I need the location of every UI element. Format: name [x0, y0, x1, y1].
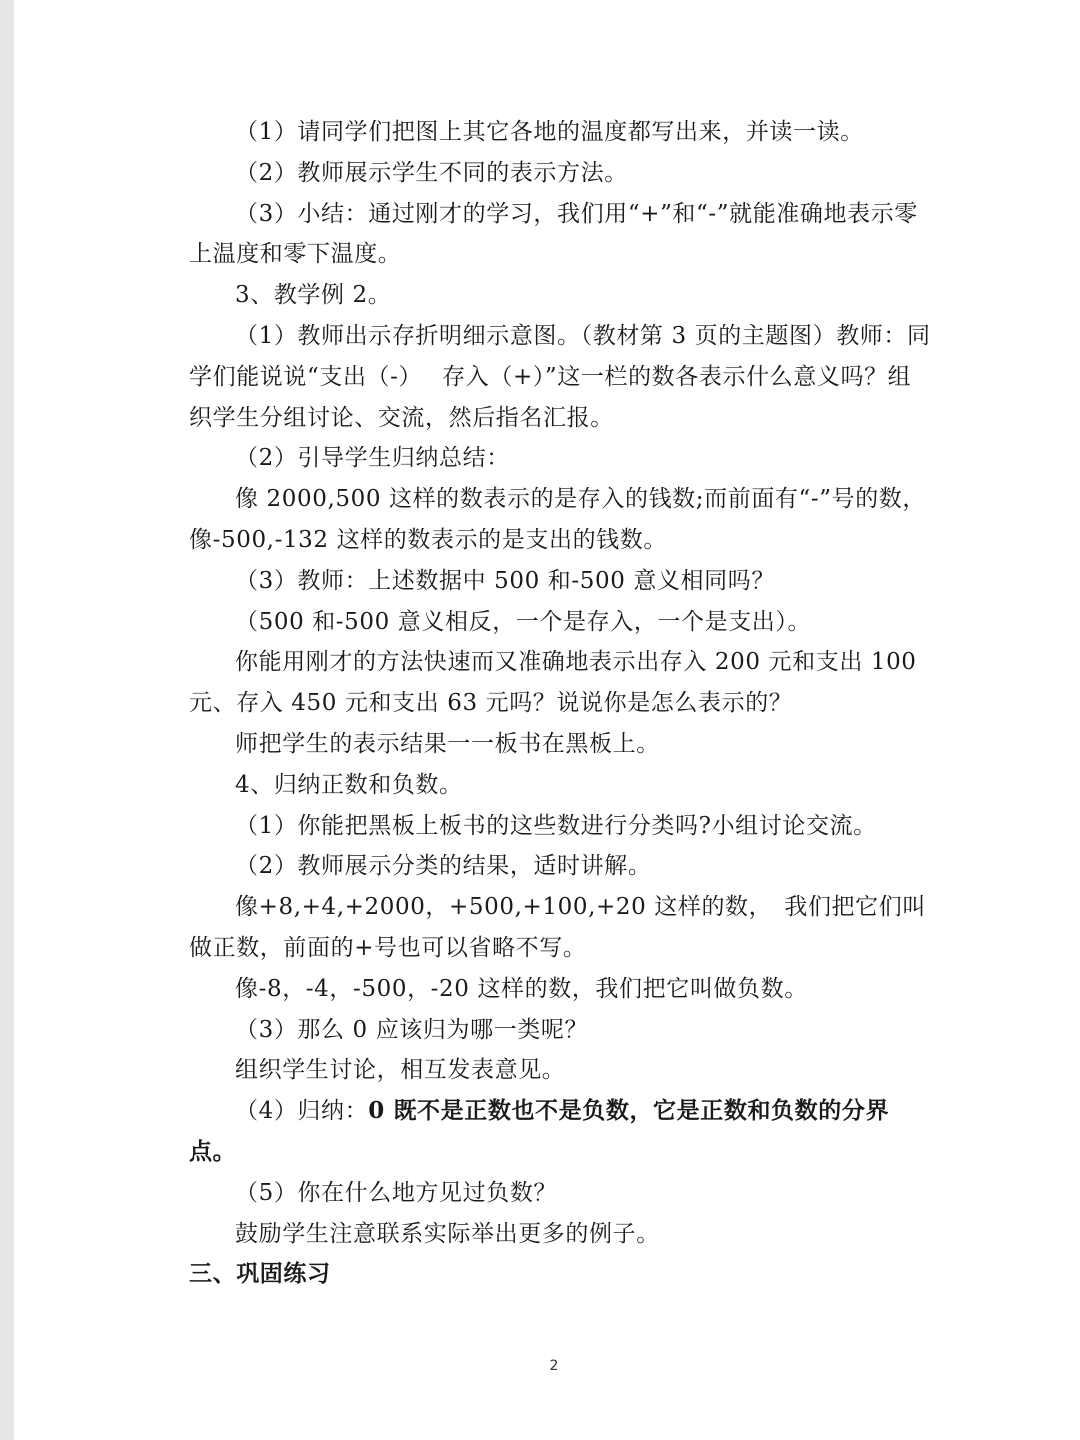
section-heading: 三、巩固练习	[189, 1261, 331, 1288]
conclusion-prefix: （4）归纳：	[235, 1098, 369, 1125]
paragraph-16: 像-8，-4，-500，-20 这样的数，我们把它叫做负数。	[235, 975, 808, 1002]
paragraph-21: 鼓励学生注意联系实际举出更多的例子。	[235, 1220, 660, 1247]
paragraph-18: 组织学生讨论，相互发表意见。	[235, 1057, 566, 1084]
paragraph-20: （5）你在什么地方见过负数？	[235, 1179, 558, 1206]
paragraph-10: 你能用刚才的方法快速而又准确地表示出存入 200 元和支出 100 元、存入 450 元和支出 63 元吗？说说你是怎么表示的？	[189, 649, 917, 717]
paragraph-11: 师把学生的表示结果一一板书在黑板上。	[235, 730, 660, 757]
conclusion-paragraph	[189, 1091, 934, 1173]
paragraph-2: （2）教师展示学生不同的表示方法。	[235, 159, 628, 186]
paragraph-7: 像 2000,500 这样的数表示的是存入的钱数;而前面有“-”号的数，像-500,-132 这样的数表示的是支出的钱数。	[189, 486, 927, 553]
paragraph-1: （1）请同学们把图上其它各地的温度都写出来，并读一读。	[235, 119, 864, 145]
paragraph-15: 像+8,+4,+2000，+500,+100,+20 这样的数， 我们把它们叫做正数，前面的+号也可以省略不写。	[189, 894, 926, 961]
conclusion-bold-text: 0 既不是正数也不是负数，它是正数和负数的分界点。	[189, 1097, 890, 1165]
paragraph-9: （500 和-500 意义相反，一个是存入，一个是支出）。	[235, 608, 812, 635]
page-number: 2	[549, 1358, 559, 1374]
paragraph-17: （3）那么 0 应该归为哪一类呢？	[235, 1016, 589, 1043]
document-body	[189, 112, 934, 1295]
paragraph-4: 3、教学例 2。	[235, 282, 392, 309]
paragraph-6: （2）引导学生归纳总结：	[235, 445, 510, 472]
paragraph-12: 4、归纳正数和负数。	[235, 771, 463, 798]
paragraph-13: （1）你能把黑板上板书的这些数进行分类吗?小组讨论交流。	[235, 812, 877, 839]
paragraph-3: （3）小结：通过刚才的学习，我们用“+”和“-”就能准确地表示零上温度和零下温度。	[189, 200, 918, 268]
paragraph-14: （2）教师展示分类的结果，适时讲解。	[235, 853, 652, 880]
paragraph-8: （3）教师：上述数据中 500 和-500 意义相同吗？	[235, 567, 775, 594]
paragraph-5: （1）教师出示存折明细示意图。（教材第 3 页的主题图）教师：同学们能说说“支出（-） 存入（+）”这一栏的数各表示什么意义吗？组织学生分组讨论、交流，然后指名汇报。	[189, 322, 931, 431]
